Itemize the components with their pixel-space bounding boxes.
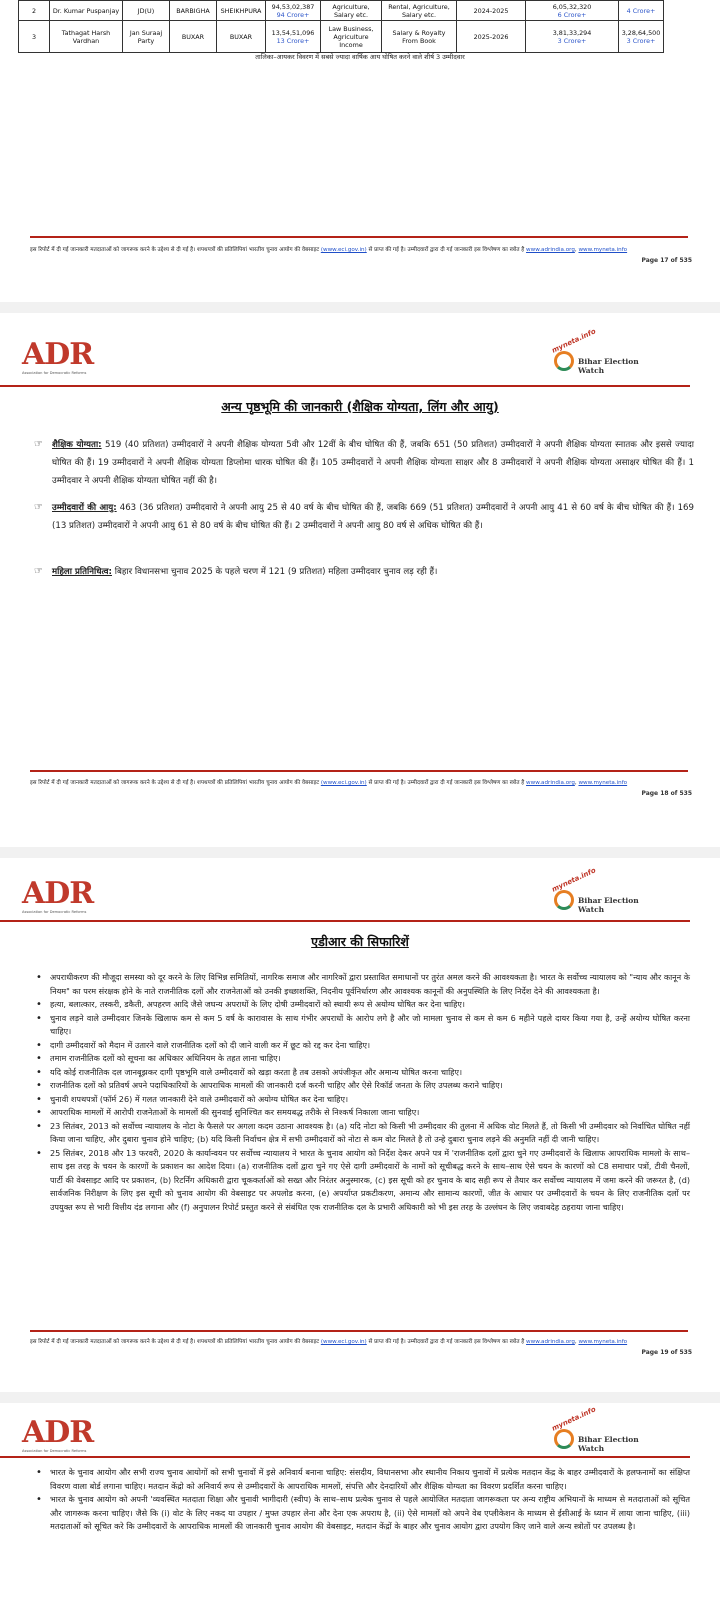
bihar-election-watch-logo bbox=[550, 1405, 660, 1455]
footer-text: इस रिपोर्ट में दी गई जानकारी मतदाताओं को जागरूक करने के उद्देश्य से दी गई है। शपथपत्रों की प्रतिलिपियां भारतीय चुनाव आयोग की वेबसाइट (www.eci.gov.in) से प्राप्त की गई है। उम्मीदवारों द्वारा दी गई जानकारी इस विश्लेषण का स्त्रोत है www.adrindia.org, www.myneta.info bbox=[30, 780, 628, 786]
list-item: • चुनाव लड़ने वाले उम्मीदवार जिनके खिलाफ कम से कम 5 वर्ष के कारावास के साथ गंभीर अपराधों के आरोप लगे है और जो मामला चुनाव से कम से कम 6 महीने पहले दायर किया गया है, उन्हें अयोग्य घोषित करना चाहिए। bbox=[36, 1012, 690, 1039]
adr-link[interactable]: www.adrindia.org bbox=[526, 1339, 575, 1345]
report-page-17 bbox=[0, 0, 720, 302]
table-row: 2 Dr. Kumar Puspanjay JD(U) BARBIGHA SHEIKHPURA 94,53,02,387 94 Crore+ Agriculture, Salary etc. Rental, Agriculture, Salary etc. 2024-2025 6,05,32,320 6 Crore+ 4 Crore+ bbox=[19, 1, 664, 21]
myneta-logo-text: myneta.info bbox=[550, 327, 598, 355]
list-item: • 25 सितंबर, 2018 और 13 फरवरी, 2020 के कार्यान्वयन पर सर्वोच्च न्यायालय ने भारत के चुनाव आयोग को निर्देश देकर अपने पत्र में 'राजनीतिक दलों द्वारा चुने गए उम्मीदवारों के खिलाफ आपराधिक मामलो के साथ–साथ इस तरह के चयन के कारणों के प्रकाशन का आदेश दिया। (a) राजनीतिक दलों द्वारा चुने गए ऐसे दागी उम्मीदवारों के नामों को सूचीबद्ध करने के साथ–साथ ऐसे चयन के कारणों को C8 समाचार पत्रों, टीवी चैनलों, पार्टी की वेबसाइट आदि पर प्रकाशन, (b) रिटर्निंग अधिकारी द्वारा चूककर्ताओं को सख्त और निरंतर अनुस्मारक, (c) इस सूची को हर चुनाव के बाद सही रूप से तैयार कर सर्वोच्च न्यायालय में जमा करने की जरूरत है, (d) सार्वजनिक निरीक्षण के लिए इस सूची को चुनाव आयोग की वेबसाइट पर अपलोड करना, (e) अपर्याप्त प्रकटीकरण, अमान्य और सामान्य कारणों, जीत के आधार पर उम्मीदवारों के चयन के लिए राजनीतिक दलों पर उपयुक्त रूप से भारी वित्तीय दंड लगाना और (f) अनुपालन रिपोर्ट प्रस्तुत करने से संबंधित एक राजनीतिक दल के प्रभारी अधिकारी को भी इस तरह के उल्लंघन के लिए जवाबदेह ठहराया जाना चाहिए। bbox=[36, 1147, 690, 1215]
list-item: • चुनावी शपथपत्रों (फॉर्म 26) में गलत जानकारी देने वाले उम्मीदवारों को अयोग्य घोषित कर देना चाहिए। bbox=[36, 1093, 690, 1107]
list-item: • आपराधिक मामलों में आरोपी राजनेताओं के मामलों की सुनवाई सुनिश्चित कर समयबद्ध तरीके से निश्कर्ष निकाला जाना चाहिए। bbox=[36, 1106, 690, 1120]
list-item: • हत्या, बलात्कार, तस्करी, डकैती, अपहरण आदि जैसे जघन्य अपराधों के लिए दोषी उम्मीदवारों को स्थायी रूप से अयोग्य घोषित कर देना चाहिए। bbox=[36, 998, 690, 1012]
list-item: • अपराधीकरण की मौजूदा समस्या को दूर करने के लिए विभिन्न समितियों, नागरिक समाज और नागरिकों द्वारा प्रस्तावित समाधानों पर तुरंत अमल करने की आवश्यकता है। भारत के सर्वोच्च न्यायालय को "न्याय और कानून के नियम" का परम संरक्षक होने के नाते राजनीतिक दलों और राजनेताओं को उनकी इच्छाशक्ति, निदनीय पूर्वनिर्धारण और आवश्यक कानूनों की अनुपस्थिति के लिए निर्देश देने की आवश्यकता है। bbox=[36, 971, 690, 998]
pointing-hand-icon: ☞ bbox=[34, 566, 43, 577]
table-row: 3 Tathagat Harsh Vardhan Jan Suraaj Party BUXAR BUXAR 13,54,51,096 13 Crore+ Law Business, Agriculture Income Salary & Royalty From Book 2025-2026 3,81,33,294 3 Crore+ 3,28,64,500 3 Crore+ bbox=[19, 21, 664, 53]
footer-rule bbox=[30, 770, 688, 772]
adr-logo-text: ADR bbox=[22, 337, 94, 372]
list-item: ☞ शैक्षिक योग्यता: 519 (40 प्रतिशत) उम्मीदवारों ने अपनी शैक्षिक योग्यता 5वी और 12वीं के बीच घोषित की हैं, जबकि 651 (50 प्रतिशत) उम्मीदवारों ने अपनी शैक्षिक योग्यता स्नातक और इससे ज्यादा घोषित की हैं। 19 उम्मीदवारों ने अपनी शैक्षिक योग्यता डिप्लोमा धारक घोषित की हैं। 105 उम्मीदवारों ने अपनी शैक्षिक योग्यता साक्षर और 8 उम्मीदवारों ने अपनी शैक्षिक योग्यता असाक्षर घोषित की हैं। 1 उम्मीदवार ने अपनी शैक्षिक योग्यता घोषित नहीं की है। bbox=[34, 436, 694, 490]
ashoka-chakra-icon bbox=[554, 1429, 574, 1449]
adr-link[interactable]: www.adrindia.org bbox=[526, 780, 575, 786]
adr-logo-text: ADR bbox=[22, 876, 94, 911]
report-page-20 bbox=[0, 1403, 720, 1600]
myneta-link[interactable]: www.myneta.info bbox=[578, 1339, 628, 1345]
myneta-logo-text: myneta.info bbox=[550, 866, 598, 894]
bihar-election-watch-logo bbox=[550, 327, 660, 377]
adr-tagline: Association for Democratic Reforms bbox=[22, 1449, 87, 1453]
list-item: • राजनीतिक दलों को प्रतिवर्ष अपने पदाधिकारियों के आपराधिक मामलों की जानकारी दर्ज करनी चाहिए और ऐसे रिकॉर्ड जनता के लिए उपलब्ध कराने चाहिए। bbox=[36, 1079, 690, 1093]
list-item: ☞ उम्मीदवारों की आयु: 463 (36 प्रतिशत) उम्मीदवारो ने अपनी आयु 25 से 40 वर्ष के बीच घोषित की हैं, जबकि 669 (51 प्रतिशत) उम्मीदवारों ने अपनी आयु 41 से 60 वर्ष के बीच घोषित की हैं। 169 (13 प्रतिशत) उम्मीदवारों ने अपनी आयु 61 से 80 वर्ष के बीच घोषित की हैं। 2 उम्मीदवारों ने अपनी आयु 80 वर्ष से अधिक घोषित की हैं। bbox=[34, 499, 694, 535]
page-number: Page 19 of 535 bbox=[641, 1349, 692, 1356]
list-item: • भारत के चुनाव आयोग और सभी राज्य चुनाव आयोगों को सभी चुनावों में इसे अनिवार्य बनाना चाहिए: संसदीय, विधानसभा और स्थानीय निकाय चुनावों में प्रत्येक मतदान केंद्र के बाहर उम्मीदवारों के हलफनामों का संक्षिप्त विवरण वाला बोर्ड लगाना चाहिए। मतदान केंद्रो को अनिवार्य रूप से उम्मीदवारों के आपराधिक मामलों, संपत्ति और देनदारियों और शैक्षिक योग्यता का विवरण प्रदर्शित करना चाहिए। bbox=[36, 1466, 690, 1493]
list-item: ☞ महिला प्रतिनिधित्व: बिहार विधानसभा चुनाव 2025 के पहले चरण में 121 (9 प्रतिशत) महिला उम्मीदवार चुनाव लड़ रही हैं। bbox=[34, 563, 694, 581]
bihar-election-watch-logo bbox=[550, 866, 660, 916]
myneta-logo-text: myneta.info bbox=[550, 1405, 598, 1433]
adr-logo bbox=[22, 1415, 94, 1453]
bew-label: Bihar Election Watch bbox=[578, 896, 639, 914]
adr-link[interactable]: www.adrindia.org bbox=[526, 247, 575, 253]
recommendations-list bbox=[36, 971, 690, 1214]
section-title: एडीआर की सिफारिशें bbox=[311, 934, 409, 949]
pointing-hand-icon: ☞ bbox=[34, 439, 43, 450]
eci-link[interactable]: (www.eci.gov.in) bbox=[320, 247, 367, 253]
page-number: Page 17 of 535 bbox=[641, 257, 692, 264]
bew-label: Bihar Election Watch bbox=[578, 1435, 639, 1453]
page-number: Page 18 of 535 bbox=[641, 790, 692, 797]
ashoka-chakra-icon bbox=[554, 351, 574, 371]
recommendations-list bbox=[36, 1466, 690, 1534]
adr-logo bbox=[22, 876, 94, 914]
pointing-hand-icon: ☞ bbox=[34, 502, 43, 513]
footer-rule bbox=[30, 236, 688, 238]
eci-link[interactable]: (www.eci.gov.in) bbox=[320, 1339, 367, 1345]
adr-tagline: Association for Democratic Reforms bbox=[22, 910, 87, 914]
top-income-table bbox=[18, 0, 664, 53]
bew-label: Bihar Election Watch bbox=[578, 357, 639, 375]
header-rule bbox=[0, 920, 690, 922]
list-item: • तमाम राजनीतिक दलों को सूचना का अधिकार अधिनियम के तहत लाना चाहिए। bbox=[36, 1052, 690, 1066]
eci-link[interactable]: (www.eci.gov.in) bbox=[320, 780, 367, 786]
ashoka-chakra-icon bbox=[554, 890, 574, 910]
list-item: • यदि कोई राजनीतिक दल जानबूझकर दागी पृष्ठभूमि वाले उम्मीदवारों को खड़ा करता है तब उसको अपंजीकृत और अमान्य घोषित करना चाहिए। bbox=[36, 1066, 690, 1080]
header-rule bbox=[0, 1456, 690, 1458]
myneta-link[interactable]: www.myneta.info bbox=[578, 247, 628, 253]
list-item: • भारत के चुनाव आयोग को अपनी 'व्यवस्थित मतदाता शिक्षा और चुनावी भागीदारी (स्वीप) के साथ–साथ प्रत्येक चुनाव से पहले आयोजित मतदाता जागरूकता पर अन्य राष्ट्रीय अभियानों के माध्यम से मतदाताओं को सूचित और जागरूक करना चाहिए। जैसे कि (i) वोट के लिए नकद या उपहार / मुफ्त उपहार लेना और देना एक अपराध है, (ii) ऐसे मामलों को अपने वेब एप्लीकेशन के माध्यम से ईसीआई के ध्यान में लाया जाना चाहिए, (iii) मतदाताओं को सूचित करे कि उम्मीदवारों के आपराधिक मामलों की जानकारी चुनाव आयोग की वेबसाइट, मतदान केंद्रों के बाहर और चुनाव आयोग द्वारा उपयोग किए जाने वाले अन्य स्त्रोतों पर उपलब्ध है। bbox=[36, 1493, 690, 1534]
footer-text: इस रिपोर्ट में दी गई जानकारी मतदाताओं को जागरूक करने के उद्देश्य से दी गई है। शपथपत्रों की प्रतिलिपियां भारतीय चुनाव आयोग की वेबसाइट (www.eci.gov.in) से प्राप्त की गई है। उम्मीदवारों द्वारा दी गई जानकारी इस विश्लेषण का स्त्रोत है www.adrindia.org, www.myneta.info bbox=[30, 247, 628, 253]
myneta-link[interactable]: www.myneta.info bbox=[578, 780, 628, 786]
adr-tagline: Association for Democratic Reforms bbox=[22, 371, 87, 375]
list-item: • दागी उम्मीदवारों को मैदान में उतारने वाले राजनीतिक दलों को दी जाने वाली कर में छूट को रद्द कर देना चाहिए। bbox=[36, 1039, 690, 1053]
table-caption: तालिका–आयकर विवरण में सबसे ज्यादा वार्षिक आय घोषित करने वाले शीर्ष 3 उम्मीदवार bbox=[255, 53, 465, 61]
footer-text: इस रिपोर्ट में दी गई जानकारी मतदाताओं को जागरूक करने के उद्देश्य से दी गई है। शपथपत्रों की प्रतिलिपियां भारतीय चुनाव आयोग की वेबसाइट (www.eci.gov.in) से प्राप्त की गई है। उम्मीदवारों द्वारा दी गई जानकारी इस विश्लेषण का स्त्रोत है www.adrindia.org, www.myneta.info bbox=[30, 1339, 628, 1345]
section-title: अन्य पृष्ठभूमि की जानकारी (शैक्षिक योग्यता, लिंग और आयु) bbox=[221, 399, 499, 414]
header-rule bbox=[0, 385, 690, 387]
report-page-19 bbox=[0, 858, 720, 1392]
list-item: • 23 सितंबर, 2013 को सर्वोच्च न्यायालय के नोटा के फैसले पर अगला कदम उठाना आवश्यक है। (a) यदि नोटा को किसी भी उम्मीदवार की तुलना में अधिक वोट मिलते हैं, तो किसी भी उम्मीदवार को निर्वाचित घोषित नहीं किया जाना चाहिए, और दुबारा चुनाव होने चाहिए; (b) यदि किसी निर्वाचन क्षेत्र में सभी उम्मीदवारों को नोटा से कम वोट मिलते है तो उन्हे दुबारा चुनाव लड़ने की अनुमति नहीं दी जानी चाहिए। bbox=[36, 1120, 690, 1147]
report-page-18 bbox=[0, 313, 720, 847]
footer-rule bbox=[30, 1330, 688, 1332]
adr-logo bbox=[22, 337, 94, 375]
adr-logo-text: ADR bbox=[22, 1415, 94, 1450]
